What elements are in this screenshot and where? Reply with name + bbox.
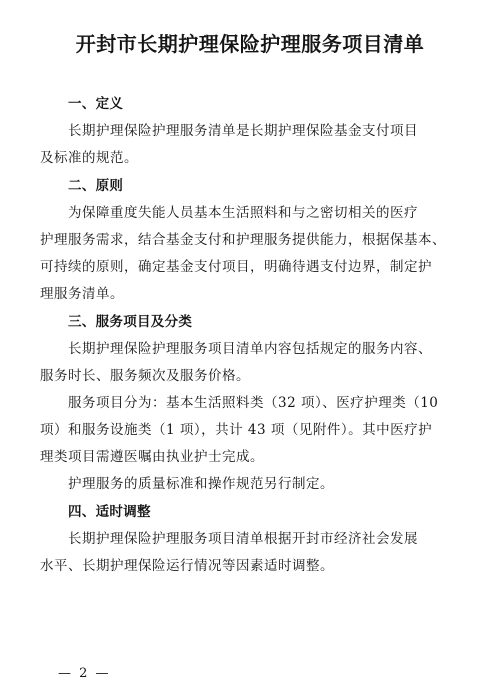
paragraph-line: 及标准的规范。 (40, 150, 138, 166)
paragraph-line: 服务时长、服务频次及服务价格。 (40, 368, 250, 384)
paragraph-line: 护理服务需求，结合基金支付和护理服务提供能力，根据保基本、 (40, 232, 446, 248)
paragraph-line: 为保障重度失能人员基本生活照料和与之密切相关的医疗 (68, 205, 418, 221)
paragraph-line: 理服务清单。 (40, 286, 124, 302)
section-heading-principles: 二、原则 (68, 178, 124, 194)
paragraph-line: 项）和服务设施类（1 项），共计 43 项（见附件）。其中医疗护 (40, 422, 433, 438)
paragraph (68, 471, 456, 498)
section-heading-definition: 一、定义 (68, 96, 124, 112)
paragraph-line: 长期护理保险护理服务项目清单内容包括规定的服务内容、 (68, 341, 432, 357)
paragraph (40, 336, 456, 390)
document-title: 开封市长期护理保险护理服务项目清单 (75, 32, 425, 56)
paragraph-line: 长期护理保险护理服务项目清单根据开封市经济社会发展 (68, 531, 418, 547)
document-body (40, 90, 456, 580)
paragraph (40, 390, 456, 471)
paragraph-line: 长期护理保险护理服务清单是长期护理保险基金支付项目 (68, 123, 418, 139)
paragraph (40, 526, 456, 580)
page-number: — 2 — (58, 666, 111, 681)
paragraph-line: 理类项目需遵医嘱由执业护士完成。 (40, 449, 264, 465)
paragraph-line: 可持续的原则，确定基金支付项目，明确待遇支付边界，制定护 (40, 259, 432, 275)
section-heading-timely-adjustment: 四、适时调整 (68, 504, 151, 520)
section-heading-items-classification: 三、服务项目及分类 (68, 314, 193, 330)
paragraph-line: 水平、长期护理保险运行情况等因素适时调整。 (40, 558, 334, 574)
paragraph-line: 护理服务的质量标准和操作规范另行制定。 (68, 476, 334, 492)
paragraph (40, 118, 456, 172)
paragraph-line: 服务项目分为：基本生活照料类（32 项）、医疗护理类（10 (68, 395, 439, 411)
paragraph (40, 200, 456, 308)
